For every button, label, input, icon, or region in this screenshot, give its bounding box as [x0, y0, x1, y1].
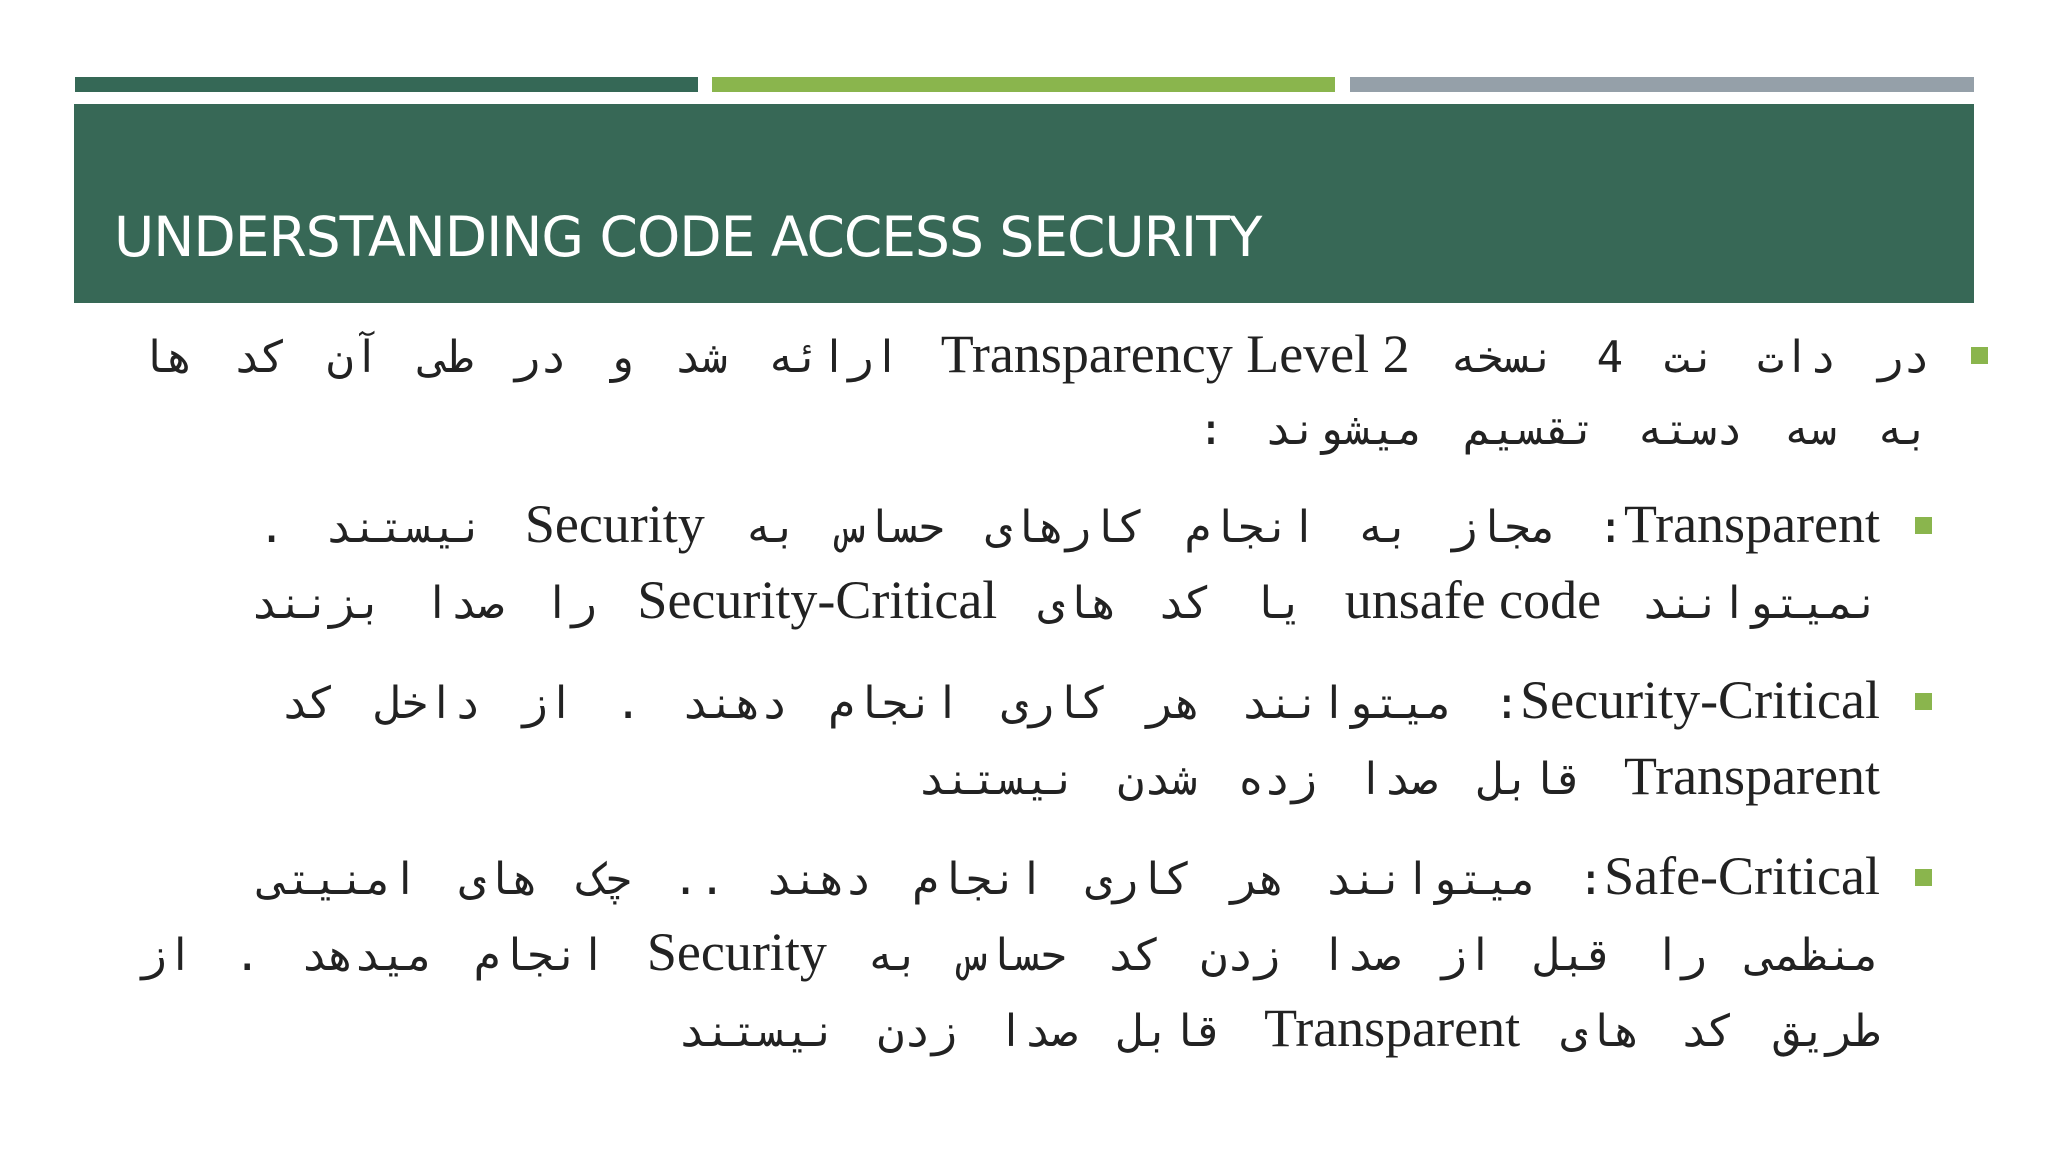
- slide-body: [90, 318, 1990, 1152]
- bullet-term: Transparent: [1624, 746, 1880, 806]
- bullet-marker-icon: [1915, 869, 1932, 886]
- bullet-item-2: [90, 488, 1880, 640]
- accent-bar-dark-green: [75, 77, 698, 92]
- slide-title: UNDERSTANDING CODE ACCESS SECURITY: [114, 205, 1262, 269]
- bullet-term: Security-Critical: [637, 570, 998, 630]
- bullet-item-1: [90, 318, 1930, 466]
- bullet-text: در دات نت 4 نسخه: [1409, 332, 1930, 383]
- bullet-marker-icon: [1971, 347, 1988, 364]
- accent-bar-light-green: [712, 77, 1335, 92]
- bullet-term: Transparent: [1264, 998, 1521, 1058]
- bullet-text: یا کد های: [997, 578, 1345, 629]
- bullet-term: unsafe code: [1344, 570, 1602, 630]
- bullet-text: : مجاز به انجام کارهای حساس به: [704, 502, 1625, 553]
- bullet-marker-icon: [1915, 517, 1932, 534]
- bullet-text: قابل صدا زدن نیستند: [678, 1006, 1265, 1057]
- bullet-term: Transparent: [1624, 494, 1880, 554]
- bullet-text: را صدا بزنند: [251, 578, 638, 629]
- bullet-term: Transparency Level 2: [940, 324, 1410, 384]
- bullet-term: Security-Critical: [1520, 670, 1880, 730]
- bullet-text: ارائه شد و در طی آن کد ها به سه دسته تقسیم میشوند :: [140, 332, 1930, 455]
- bullet-term: Safe-Critical: [1604, 846, 1880, 906]
- bullet-text: نیستند . نمیتوانند: [258, 502, 1880, 629]
- bullet-text: انجام میدهد . از طریق کد های: [140, 930, 1880, 1057]
- bullet-item-4: [90, 840, 1880, 1068]
- bullet-text: قابل صدا زده شدن نیستند: [918, 754, 1625, 805]
- bullet-term: Security: [646, 922, 827, 982]
- title-band: [74, 104, 1974, 303]
- bullet-text: : میتوانند هر کاری انجام دهند .. چک های امنیتی منظمی را قبل از صدا زدن کد حساس به: [259, 854, 1880, 981]
- bullet-term: Security: [524, 494, 705, 554]
- bullet-marker-icon: [1915, 693, 1932, 710]
- bullet-item-3: [90, 664, 1880, 816]
- accent-bar-gray: [1350, 77, 1974, 92]
- bullet-text: : میتوانند هر کاری انجام دهند . از داخل کد: [281, 678, 1521, 729]
